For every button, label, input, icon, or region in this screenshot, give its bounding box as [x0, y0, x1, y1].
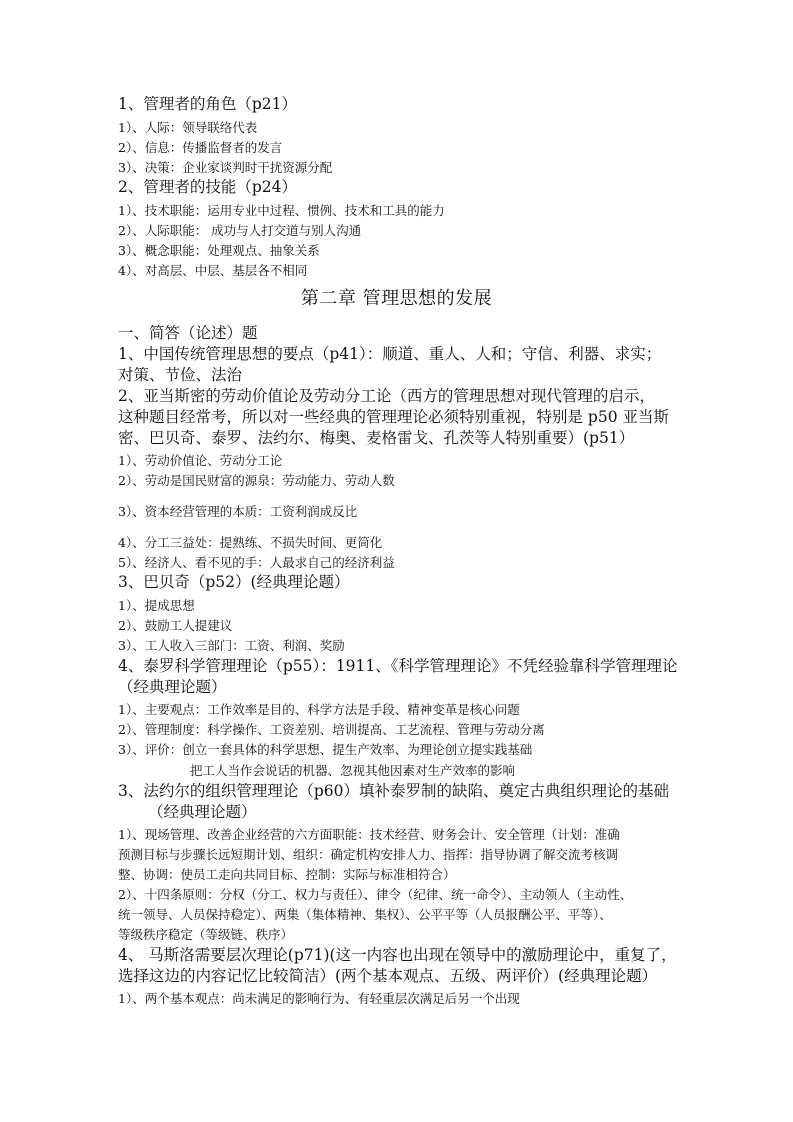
list-item: 1）、两个基本观点：尚未满足的影响行为、有轻重层次满足后另一个出现 — [118, 991, 520, 1006]
question-text: 2、亚当斯密的劳动价值论及劳动分工论（西方的管理思想对现代管理的启示， — [118, 387, 655, 405]
question-text: 4、 马斯洛需要层次理论(p71)(这一内容也出现在领导中的激励理论中，重复了， — [118, 946, 677, 964]
question-text: 这种题目经常考，所以对一些经典的管理理论必须特别重视，特别是 p50 亚当斯 — [118, 408, 670, 426]
list-item: 1）、技术职能：运用专业中过程、惯例、技术和工具的能力 — [118, 203, 445, 218]
list-item: 1）、主要观点：工作效率是目的、科学方法是手段、精神变革是核心问题 — [118, 702, 520, 717]
list-item: 2）、信息：传播监督者的发言 — [118, 140, 283, 155]
list-item: 3）、决策：企业家谈判时干扰资源分配 — [118, 160, 333, 175]
list-item: 1）、提成思想 — [118, 598, 195, 613]
question-text: 密、巴贝奇、泰罗、法约尔、梅奥、麦格雷戈、孔茨等人特别重要）(p51） — [118, 429, 635, 447]
list-item: 3）、评价：创立一套具体的科学思想、提生产效率、为理论创立提实践基础 — [118, 742, 533, 757]
list-item: 3）、概念职能：处理观点、抽象关系 — [118, 243, 320, 258]
question-text: 对策、节俭、法治 — [118, 366, 243, 384]
list-item: 4）、分工三益处：提熟练、不损失时间、更简化 — [118, 535, 383, 550]
question-text: 3、巴贝奇（p52）(经典理论题） — [118, 573, 350, 591]
list-item: 统一领导、人员保持稳定）、两集（集体精神、集权）、公平平等（人员报酬公平、平等）、 — [118, 907, 612, 922]
list-item: 预测目标与步骤长远短期计划、组织：确定机构安排人力、指挥：指导协调了解交流考核调 — [118, 847, 619, 862]
list-item: 2）、十四条原则：分权（分工、权力与责任）、律令（纪律、统一命令）、主动领人（主动性、 — [118, 887, 633, 902]
list-item: 4）、对高层、中层、基层各不相同 — [118, 263, 308, 278]
list-item: 等级秩序稳定（等级链、秩序） — [118, 927, 294, 942]
list-item: 把工人当作会说话的机器、忽视其他因素对生产效率的影响 — [190, 763, 516, 778]
list-item: 整、协调：使员工走向共同目标、控制：实际与标准相符合） — [118, 867, 456, 882]
list-item: 5）、经济人、看不见的手：人最求自己的经济利益 — [118, 555, 395, 570]
chapter-title: 第二章 管理思想的发展 — [300, 288, 493, 309]
list-item: 1）、劳动价值论、劳动分工论 — [118, 453, 283, 468]
section-heading-manager-skills: 2、管理者的技能（p24） — [118, 178, 298, 196]
question-type-heading: 一、简答（论述）题 — [118, 324, 258, 342]
question-text: 4、泰罗科学管理理论（p55）：1911、《科学管理理论》不凭经验靠科学管理理论 — [118, 657, 678, 675]
list-item: 2）、人际职能： 成功与人打交道与别人沟通 — [118, 223, 362, 238]
list-item: 3）、资本经营管理的本质：工资利润成反比 — [118, 504, 358, 519]
section-heading-manager-roles: 1、管理者的角色（p21） — [118, 95, 298, 113]
question-text: 1、中国传统管理思想的要点（p41）：顺道、重人、人和；守信、利器、求实； — [118, 345, 662, 363]
list-item: 1）、现场管理、改善企业经营的六方面职能：技术经营、财务会计、安全管理（计划：准确 — [118, 827, 620, 842]
list-item: 1）、人际：领导联络代表 — [118, 120, 258, 135]
question-text: 3、法约尔的组织管理理论（p60）填补泰罗制的缺陷、奠定古典组织理论的基础 — [118, 782, 670, 800]
list-item: 2）、鼓励工人提建议 — [118, 618, 233, 633]
list-item: 2）、管理制度：科学操作、工资差别、培训提高、工艺流程、管理与劳动分离 — [118, 722, 545, 737]
list-item: 2）、劳动是国民财富的源泉：劳动能力、劳动人数 — [118, 473, 395, 488]
question-text: （经典理论题） — [118, 678, 227, 696]
list-item: 3）、工人收入三部门：工资、利润、奖励 — [118, 638, 345, 653]
question-text: （经典理论题） — [148, 803, 257, 821]
question-text: 选择这边的内容记忆比较简洁）(两个基本观点、五级、两评价）(经典理论题） — [118, 967, 658, 985]
